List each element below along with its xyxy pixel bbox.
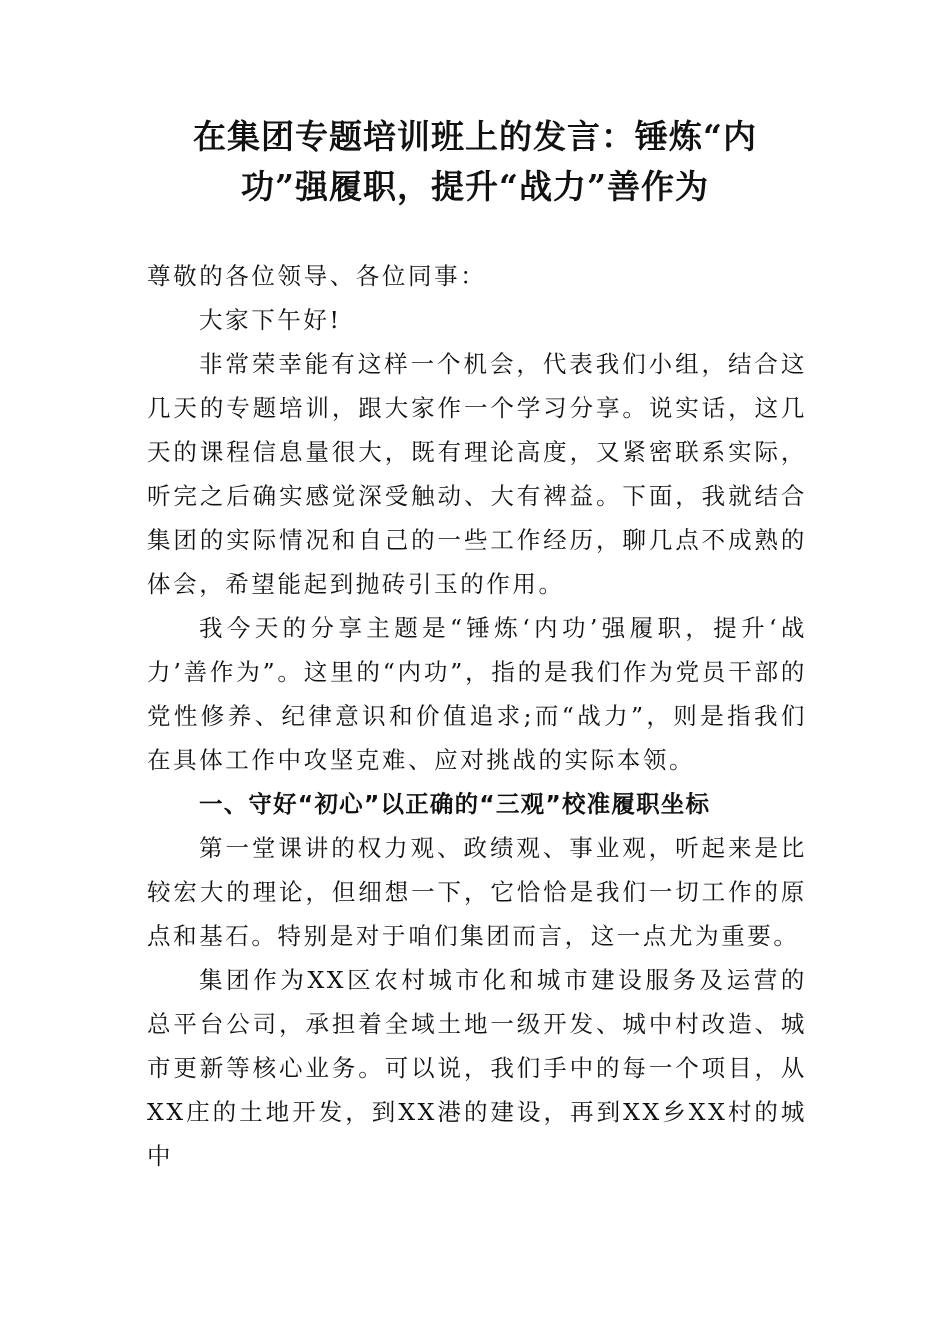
body-paragraph: 我今天的分享主题是“锤炼‘内功’强履职，提升‘战力’善作为”。这里的“内功”，指的是我们作为党员干部的党性修养、纪律意识和价值追求;而“战力”，则是指我们在具体工作中攻坚克难、应对挑战的实际本领。 — [147, 614, 807, 774]
body-paragraph: 集团作为XX区农村城市化和城市建设服务及运营的总平台公司，承担着全域土地一级开发、城中村改造、城市更新等核心业务。可以说，我们手中的每一个项目，从XX庄的土地开发，到XX港的建设，再到XX乡XX村的城中 — [147, 966, 807, 1170]
greeting: 大家下午好! — [199, 306, 342, 334]
body-paragraph: 非常荣幸能有这样一个机会，代表我们小组，结合这几天的专题培训，跟大家作一个学习分享。说实话，这几天的课程信息量很大，既有理论高度，又紧密联系实际，听完之后确实感觉深受触动、大有裨益。下面，我就结合集团的实际情况和自己的一些工作经历，聊几点不成熟的体会，希望能起到抛砖引玉的作用。 — [147, 350, 807, 598]
body-paragraph: 第一堂课讲的权力观、政绩观、事业观，听起来是比较宏大的理论，但细想一下，它恰恰是我们一切工作的原点和基石。特别是对于咱们集团而言，这一点尤为重要。 — [147, 834, 807, 950]
document-title: 在集团专题培训班上的发言：锤炼“内功”强履职，提升“战力”善作为 — [193, 117, 757, 206]
section-heading: 一、守好“初心”以正确的“三观”校准履职坐标 — [199, 790, 711, 818]
salutation: 尊敬的各位领导、各位同事： — [147, 262, 487, 290]
document-body — [147, 254, 807, 1178]
